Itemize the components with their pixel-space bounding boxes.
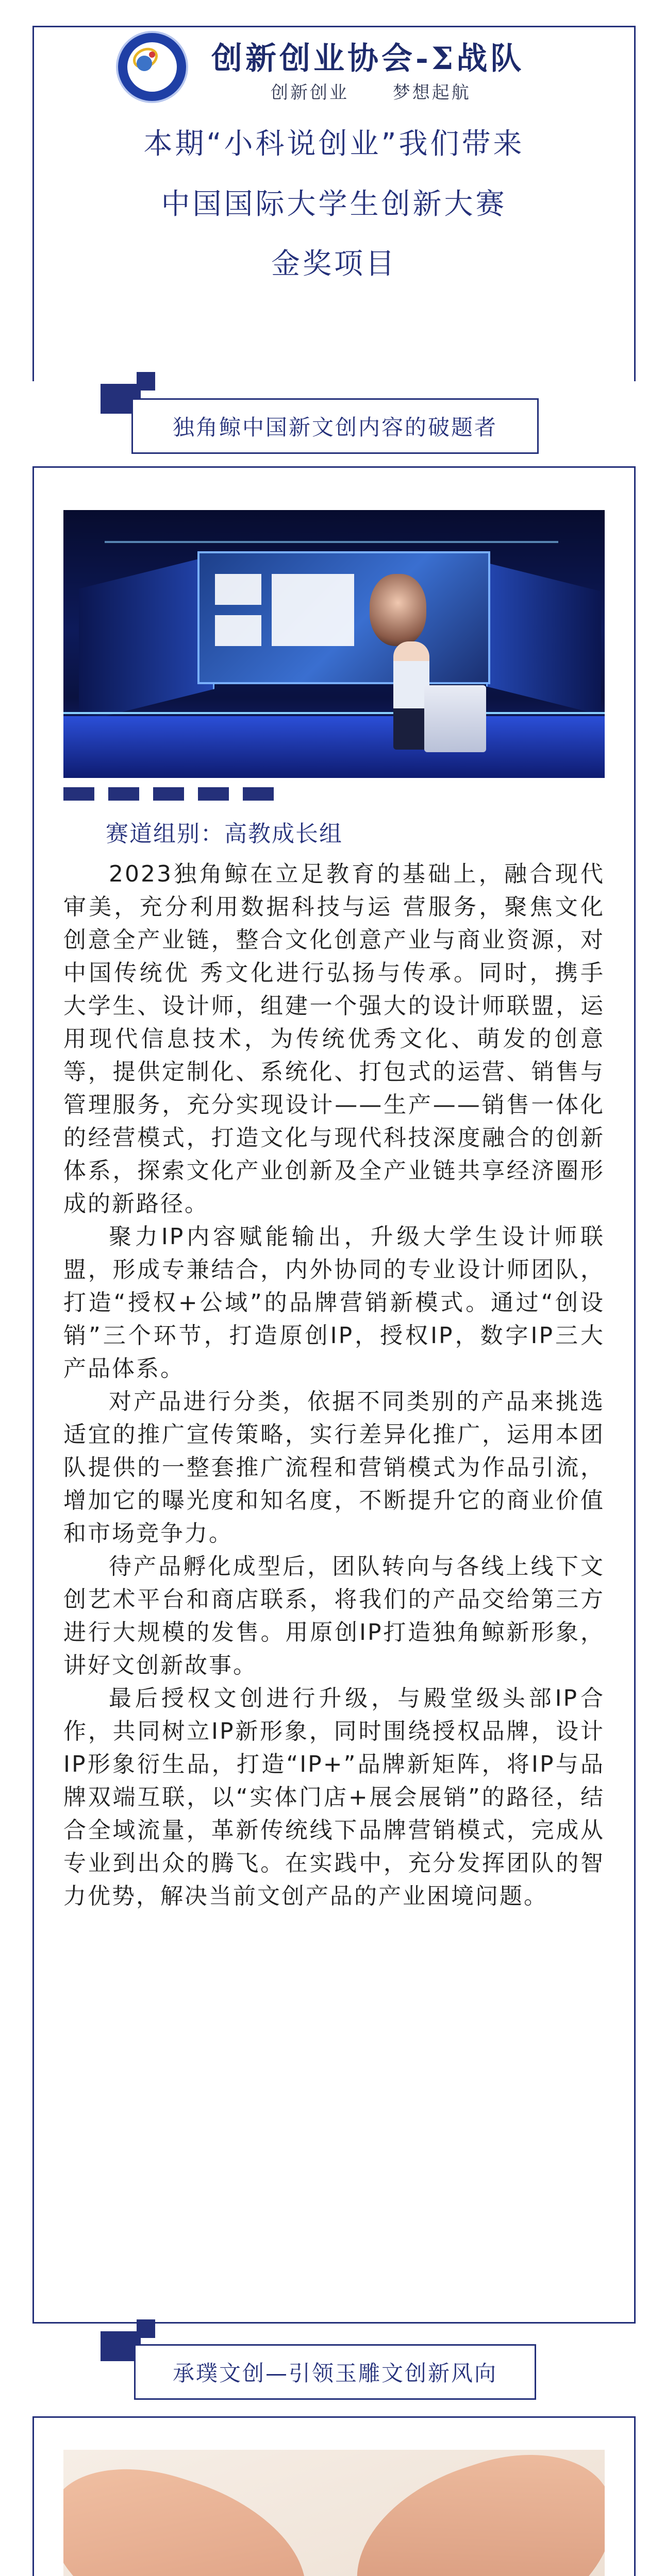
body-paragraph-2: 聚力IP内容赋能输出，升级大学生设计师联盟，形成专兼结合，内外协同的专业设计师团队，打造“授权+公域”的品牌营销新模式。通过“创设销”三个环节，打造原创IP，授权IP，数字IP三大产品体系。 xyxy=(63,1224,605,1382)
org-tagline xyxy=(271,78,507,104)
track-label: 赛道组别：高教成长组 xyxy=(106,821,343,847)
section-banner-1 xyxy=(131,398,539,454)
section-banner-2 xyxy=(134,2344,536,2400)
headline-line-2: 中国国际大学生创新大赛 xyxy=(161,188,507,221)
section-1-body xyxy=(63,858,605,1913)
body-paragraph-5: 最后授权文创进行升级，与殿堂级头部IP合作，共同树立IP新形象，同时围绕授权品牌，设计IP形象衍生品，打造“IP+”品牌新矩阵，将IP与品牌双端互联，以“实体门店+展会展销”的路径，结合全域流量，革新传统线下品牌营销模式，完成从专业到出众的腾飞。在实践中，充分发挥团队的智力优势，解决当前文创产品的产业困境问题。 xyxy=(63,1685,605,1909)
org-logo-icon xyxy=(116,31,188,103)
section-banner-2-title: 承璞文创—引领玉雕文创新风向 xyxy=(172,2361,497,2386)
banner-decoration xyxy=(137,372,155,391)
body-paragraph-3: 对产品进行分类，依据不同类别的产品来挑选适宜的推广宣传策略，实行差异化推广，运用本团队提供的一整套推广流程和营销模式为作品引流，增加它的曝光度和知名度，不断提升它的商业价值和市场竞争力。 xyxy=(63,1388,605,1547)
headline-line-1: 本期“小科说创业”我们带来 xyxy=(143,127,525,161)
tagline-part-2: 梦想起航 xyxy=(392,82,471,103)
headline-line-3: 金奖项目 xyxy=(271,247,397,281)
decor-square xyxy=(198,787,229,801)
body-paragraph-1: 2023独角鲸在立足教育的基础上，融合现代审美，充分利用数据科技与运 营服务，聚焦文化创意全产业链，整合文化创意产业与商业资源，对中国传统优 秀文化进行弘扬与传承。同时，携手大学生、设计师，组建一个强大的设计师联盟，运用现代信息技术，为传统优秀文化、萌发的创意等，提供定制化、系统化、打包式的运营、销售与管理服务，充分实现设计——生产——销售一体化的经营模式，打造文化与现代科技深度融合的创新体系，探索文化产业创新及全产业链共享经济圈形成的新路径。 xyxy=(63,861,605,1217)
org-title: 创新创业协会-Σ战队 xyxy=(211,41,525,77)
section-banner-1-title: 独角鲸中国新文创内容的破题者 xyxy=(172,415,497,440)
decor-square xyxy=(243,787,274,801)
banner-decoration xyxy=(137,2319,155,2338)
decor-square xyxy=(108,787,139,801)
jade-carving-hands-photo xyxy=(63,2450,605,2576)
body-paragraph-4: 待产品孵化成型后，团队转向与各线上线下文创艺术平台和商店联系，将我们的产品交给第三方进行大规模的发售。用原创IP打造独角鲸新形象，讲好文创新故事。 xyxy=(63,1553,605,1679)
tagline-part-1: 创新创业 xyxy=(271,82,349,103)
decor-square xyxy=(63,787,94,801)
decor-square xyxy=(153,787,184,801)
stage-presentation-photo xyxy=(63,510,605,778)
